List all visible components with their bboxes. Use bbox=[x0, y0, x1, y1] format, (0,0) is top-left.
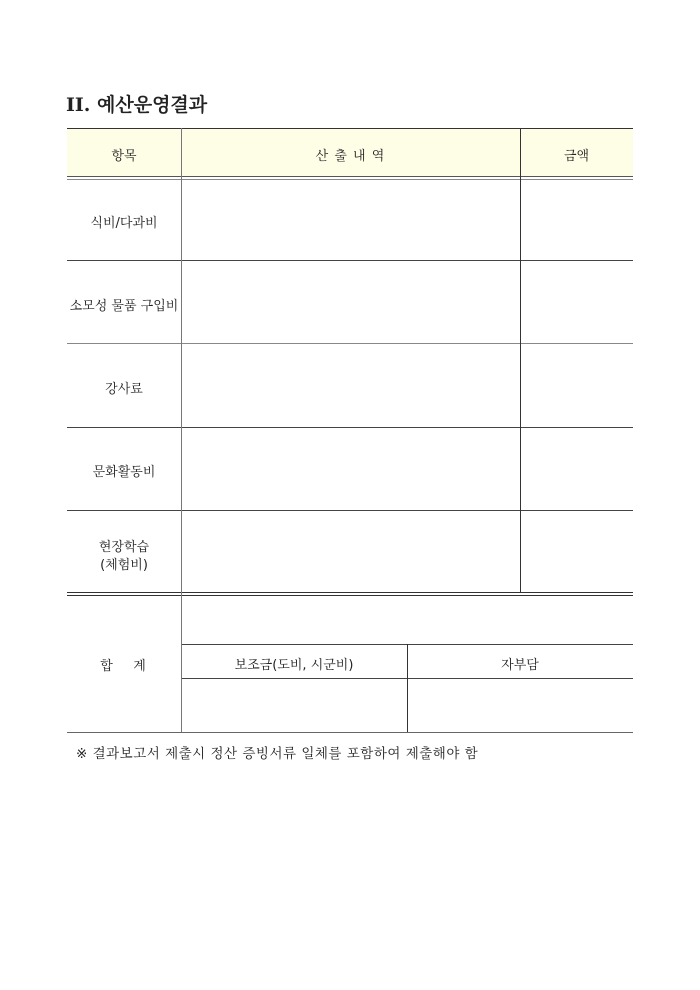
header-item: 항목 bbox=[111, 149, 137, 164]
amount-cell-fieldtrip[interactable] bbox=[521, 512, 633, 591]
header-bottom-border bbox=[67, 176, 633, 177]
subsidy-value-cell[interactable] bbox=[182, 680, 406, 731]
detail-cell-meals[interactable] bbox=[182, 181, 519, 259]
table-bottom-border bbox=[67, 732, 633, 733]
table-top-border bbox=[67, 128, 633, 129]
self-burden-header: 자부담 bbox=[501, 658, 539, 673]
amount-cell-meals[interactable] bbox=[521, 181, 633, 259]
self-burden-value-cell[interactable] bbox=[408, 680, 633, 731]
total-value-cell[interactable] bbox=[182, 597, 633, 643]
detail-cell-lecturer[interactable] bbox=[182, 345, 519, 426]
row-border-4 bbox=[67, 510, 633, 511]
detail-cell-culture[interactable] bbox=[182, 429, 519, 509]
row-border-2 bbox=[67, 343, 633, 344]
row-label-fieldtrip-line1: 현장학습 bbox=[98, 540, 150, 555]
row-label-supplies: 소모성 물품 구입비 bbox=[69, 299, 179, 314]
header-detail: 산 출 내 역 bbox=[315, 149, 386, 164]
row-label-lecturer: 강사료 bbox=[105, 382, 143, 397]
detail-cell-fieldtrip[interactable] bbox=[182, 512, 519, 591]
row-label-meals: 식비/다과비 bbox=[90, 216, 158, 231]
total-label: 합 계 bbox=[100, 659, 148, 674]
row-label-culture: 문화활동비 bbox=[92, 465, 156, 480]
amount-cell-culture[interactable] bbox=[521, 429, 633, 509]
amount-cell-supplies[interactable] bbox=[521, 262, 633, 342]
row-border-1 bbox=[67, 260, 633, 261]
header-amount: 금액 bbox=[563, 149, 590, 164]
section-title: II. 예산운영결과 bbox=[66, 94, 208, 116]
subsidy-header: 보조금(도비, 시군비) bbox=[234, 658, 354, 673]
total-top-border bbox=[67, 592, 633, 593]
total-top-border-2 bbox=[67, 595, 633, 596]
header-bottom-border-2 bbox=[67, 179, 633, 180]
footnote: ※ 결과보고서 제출시 정산 증빙서류 일체를 포함하여 제출해야 함 bbox=[76, 746, 479, 762]
row-border-3 bbox=[67, 427, 633, 428]
row-label-fieldtrip-line2: (체험비) bbox=[100, 558, 148, 573]
amount-cell-lecturer[interactable] bbox=[521, 345, 633, 426]
detail-cell-supplies[interactable] bbox=[182, 262, 519, 342]
